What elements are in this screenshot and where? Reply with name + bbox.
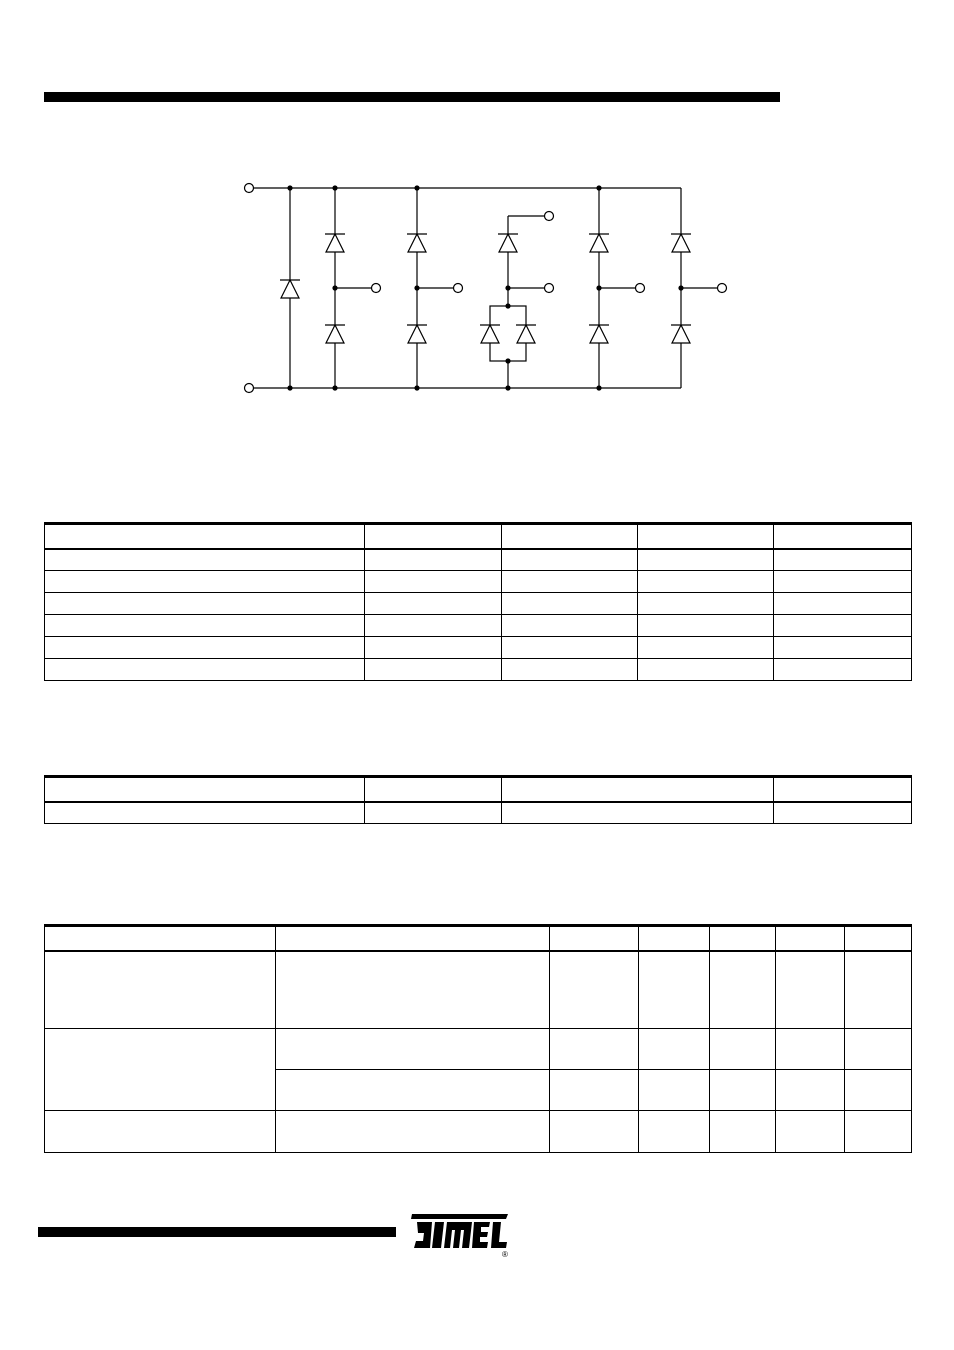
diode-icon — [671, 325, 691, 343]
terminal-icon — [545, 212, 554, 221]
table-row — [45, 659, 912, 681]
table-row — [45, 802, 912, 824]
protection-diode-circuit-diagram — [236, 176, 736, 400]
junction-dot-icon — [505, 385, 510, 390]
table-row — [45, 637, 912, 659]
table-row — [45, 571, 912, 593]
diode-icon — [589, 325, 609, 343]
terminal-icon — [454, 284, 463, 293]
diode-icon — [498, 234, 518, 252]
diode-icon — [516, 325, 536, 343]
junction-dot-icon — [678, 285, 683, 290]
table-header-row — [45, 926, 912, 951]
terminal-icon — [636, 284, 645, 293]
diode-icon — [407, 234, 427, 252]
diode-icon — [407, 325, 427, 343]
diode-icon — [325, 325, 345, 343]
junction-dot-icon — [505, 358, 510, 363]
junction-dot-icon — [505, 303, 510, 308]
table-row — [45, 951, 912, 1029]
terminal-icon — [245, 184, 254, 193]
junction-dot-icon — [414, 185, 419, 190]
junction-dot-icon — [287, 385, 292, 390]
junction-dot-icon — [414, 285, 419, 290]
diode-icon — [325, 234, 345, 252]
table-row — [45, 1029, 912, 1070]
table-row — [45, 593, 912, 615]
terminal-icon — [245, 384, 254, 393]
table-row — [45, 549, 912, 571]
diode-icon — [480, 325, 500, 343]
table-row — [45, 615, 912, 637]
electrical-characteristics-table — [44, 924, 912, 1153]
junction-dot-icon — [414, 385, 419, 390]
table-header-row — [45, 524, 912, 549]
dc-characteristics-table — [44, 522, 912, 681]
junction-dot-icon — [505, 285, 510, 290]
junction-dot-icon — [596, 385, 601, 390]
terminal-icon — [545, 284, 554, 293]
junction-dot-icon — [332, 185, 337, 190]
table-row — [45, 1111, 912, 1153]
table-header-row — [45, 777, 912, 802]
diode-icon — [589, 234, 609, 252]
diode-icon — [671, 234, 691, 252]
junction-dot-icon — [332, 285, 337, 290]
registered-mark: ® — [502, 1250, 508, 1259]
junction-dot-icon — [287, 185, 292, 190]
junction-dot-icon — [596, 285, 601, 290]
terminal-icon — [372, 284, 381, 293]
junction-dot-icon — [332, 385, 337, 390]
header-rule — [44, 92, 780, 102]
ac-characteristics-table — [44, 775, 912, 824]
junction-dot-icon — [596, 185, 601, 190]
diode-icon — [280, 280, 300, 298]
footer-rule — [38, 1227, 396, 1237]
terminal-icon — [718, 284, 727, 293]
atmel-logo — [406, 1208, 512, 1260]
